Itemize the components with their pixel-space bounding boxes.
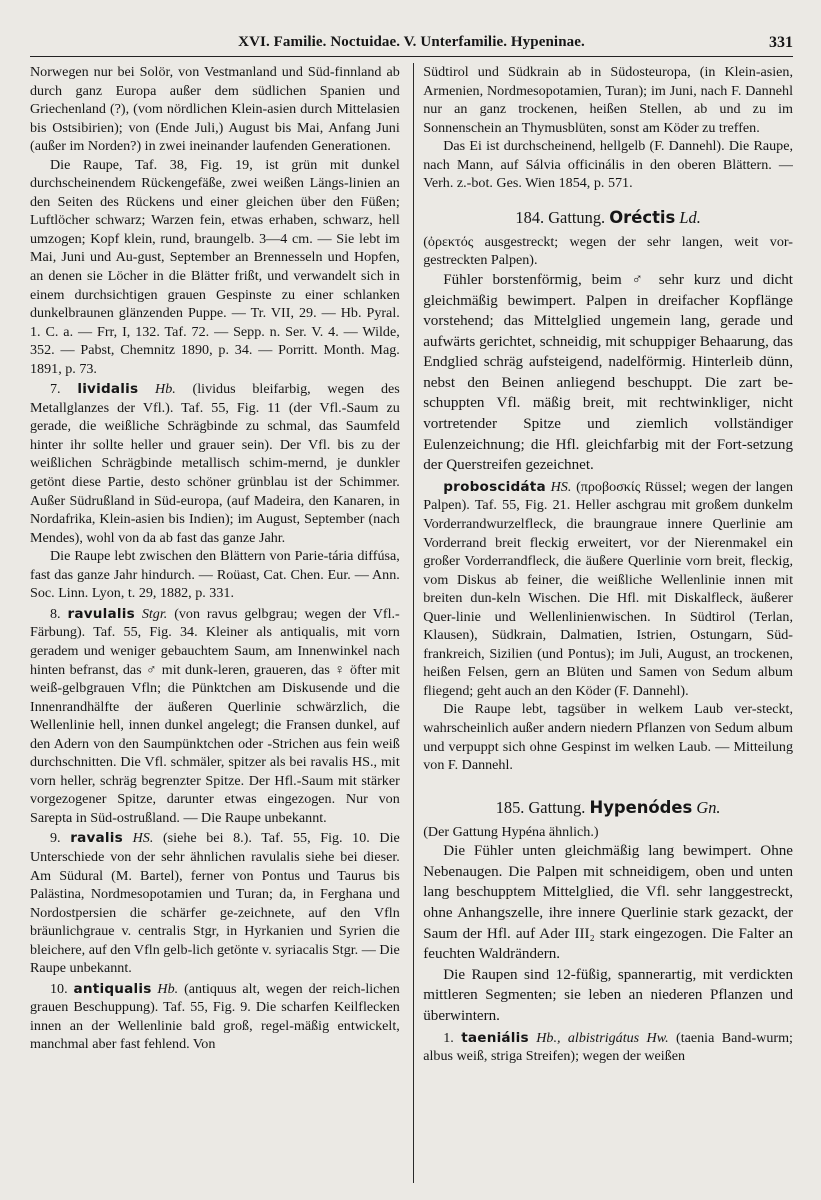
genus-description: Fühler borstenförmig, beim ♂ sehr kurz und dicht gleichmäßig bewimpert. Palpen in dreifacher Kopflänge vorstehend; das Mittelglied ungemein lang, gerade und aufwärts gerichtet, schneidig, mit schuppiger Behaarung, das Endglied schräg aufsteigend, nadelförmig. Hinterleib dünn, nebst den Beinen anliegend beschuppt. Die zart be-schuppten Vfl. mäßig breit, mit rechtwinkliger, nicht vortretender Spitze und ziemlich vollständiger Eulenzeichnung; die Hfl. gleichfarbig mit der Fort-setzung der Querstreifen gezeichnet. <box>423 271 793 474</box>
genus-raupen: Die Raupen sind 12-füßig, spannerartig, mit verdickten mittleren Segmenten; sie leben an niederen Pflanzen und überwintern. <box>423 966 793 1024</box>
genus-number: 184. Gattung. <box>515 207 606 227</box>
species-name: ravulalis <box>67 605 135 622</box>
paragraph-ei: Das Ei ist durchscheinend, hellgelb (F. Dannehl). Die Raupe, nach Mann, auf Sálvia officinális in den oberen Blättern. — Verh. z.-bot. Ges. Wien 1854, p. 571. <box>423 138 793 192</box>
species-number: 9. <box>50 830 61 847</box>
species-author: HS. <box>550 478 572 495</box>
genus-author: Ld. <box>679 207 701 227</box>
species-text: (taenia Band-wurm; albus weiß, striga Streifen); wegen der weißen <box>423 1029 793 1065</box>
genus-author: Gn. <box>696 797 721 817</box>
two-column-body <box>30 63 793 1183</box>
species-entry-10 <box>30 980 400 1054</box>
genus-etymology: (Der Gattung Hypéna ähnlich.) <box>423 823 599 840</box>
running-title: XVI. Familie. Noctuidae. V. Unterfamilie. Hypeninae. <box>238 34 585 50</box>
paragraph-raupe-lividalis: Die Raupe lebt zwischen den Blättern von Parie-tária diffúsa, fast das ganze Jahr hindurch. — Roüast, Cat. Chen. Eur. — Ann. Soc. Linn. Lyon, t. 29, 1882, p. 331. <box>30 548 400 602</box>
species-entry-9 <box>30 829 400 977</box>
running-header <box>30 30 793 57</box>
species-number: 7. <box>50 381 61 398</box>
species-number: 8. <box>50 605 61 622</box>
paragraph-distribution-cont: Südtirol und Südkrain ab in Südosteuropa, (in Klein-asien, Armenien, Nordmesopotamien, Turan); im Juni, nach F. Dannehl nur an ganz trockenen, heißen Stellen, ab und zu im Sonnenschein an Thymusblüten, sonst am Köder zu treffen. <box>423 64 793 136</box>
page-number: 331 <box>769 34 793 51</box>
species-entry-taenialis <box>423 1029 793 1066</box>
genus-name: Oréctis <box>609 207 676 227</box>
species-author: Hb., albistrigátus Hw. <box>536 1029 669 1046</box>
genus-etymology: (ὀρεκτός ausgestreckt; wegen der sehr langen, weit vor-gestreckten Palpen). <box>423 233 793 269</box>
paragraph-raupe-orectis: Die Raupe lebt, tagsüber in welkem Laub ver-steckt, wahrscheinlich außer andern niedern Pflanzen von Sedum album und verpuppt sich ohne Gespinst im welken Laub. — Mitteilung von F. Dannehl. <box>423 701 793 774</box>
genus-number: 185. Gattung. <box>495 797 586 817</box>
species-name: ravalis <box>70 830 123 847</box>
genus-heading-184 <box>423 207 793 229</box>
genus-heading-185 <box>423 797 793 819</box>
genus-description: Die Fühler unten gleichmäßig lang bewimpert. Ohne Nebenaugen. Die Palpen mit schneidigem, oben und unten lang beschupptem Mittelglied, die Vfl. sehr langgestreckt, ohne Anhangszelle, ihre innere Querlinie stark gezackt, der Saum der Hfl. auf Ader III₂ stark eingezogen. Die Falter an feuchten Waldrändern. <box>423 843 793 963</box>
species-text: (von ravus gelbgrau; wegen der Vfl.-Färbung). Taf. 55, Fig. 34. Kleiner als antiqualis, mit vorn geradem und weniger gebauchtem Saum, am Innenwinkel nach hinten befranst, das ♂ mit dunk-leren, graueren, das ♀ öfter mit weiß-gelbgrauen Vfln; die Pünktchen am Diskusende und die Innenrandhälfte der äußeren Querlinie schwärzlich, die Wellenlinie hell, innen dunkel angelegt; die Fransen dunkel, auf den Adern von den Saumpünktchen oder -Strichen aus fein weiß durchschnitten. Die Vfl. schmäler, spitzer als bei ravalis HS., mit vorn heller, schräg begrenzter Spitze. Der Hfl.-Saum mit stärker vorgezogener Spitze, darunter etwas eingezogen. Nur von Sarepta in Süd-ostrußland. — Die Raupe unbekannt. <box>30 605 400 826</box>
paragraph-distribution: Norwegen nur bei Solör, von Vestmanland und Süd-finnland ab durch ganz Europa außer dem südlichen Spanien und Griechenland (?), (vom nördlichen Klein-asien durch Mittelasien bis Ostsibirien); von (Ende Juli,) August bis Mai, Anfang Juni (außer im Norden?) in zwei ineinander laufenden Generationen. <box>30 64 400 155</box>
species-number: 1. <box>443 1029 454 1046</box>
species-name: taeniális <box>461 1029 529 1046</box>
paragraph-raupe: Die Raupe, Taf. 38, Fig. 19, ist grün mit dunkel durchscheinendem Rückengefäße, zwei weißen Längs-linien an den Seiten des Rückens und einer gleichen über den Füßen; Luftlöcher schwarz; Warzen fein, etwas erhaben, schwarz, hell umzogen; Kopf klein, rund, braungelb. 3—4 cm. — Sie lebt im Mai, Juni und Au-gust, September an Brennesseln und Hopfen, an denen sie Löcher in die Blätter frißt, und verwandelt sich in einem durchsichtigen grauen Gespinste zu einer schlanken dunkelbraunen glänzenden Puppe. — Tr. VII, 29. — Hb. Pyral. 1. C. a. — Frr, I, 132. Taf. 72. — Sepp. n. Ser. V. 4. — Wilde, 352. — Pabst, Chemnitz 1890, p. 34. — Porritt. Month. Mag. 1891, p. 73. <box>30 156 400 377</box>
species-text: (προβοσκίς Rüssel; wegen der langen Palpen). Taf. 55, Fig. 21. Heller aschgrau mit großem dunkelm Vorderrandwurzelfleck, die braungraue innere Querlinie am Vorderrand breit fleckig erweitert, vor der Nierenmakel ein großer Vorderrandfleck, die äußere Querlinie vorn breit, fleckig, vom Diskus ab feiner, die weißliche Wellenlinie innen mit breiten dun-keln Wischen. Die Hfl. mit Diskalfleck, äußerer Quer-linie und Wellenlinienwischen. In Südtirol (Terlan, Klausen), Südkrain, Dalmatien, Istrien, Ostungarn, Süd-frankreich, Sizilien (und Pontus); im Juli, August, an trockenen, heißen Felsen, gern an Blüten und Samen von Sedum album fliegend; geht auch an den Köder (F. Dannehl). <box>423 478 793 699</box>
left-column <box>30 63 400 1183</box>
species-number: 10. <box>50 980 68 997</box>
species-text: (siehe bei 8.). Taf. 55, Fig. 10. Die Unterschiede von der sehr ähnlichen ravulalis siehe bei dieser. Am Südural (M. Bartel), ferner von Pontus und Taurus bis Palästina, Nordmesopotamien und Turan; da, in Ferghana und Nordostpersien die schärfer ge-zeichnete, auf den Vfln bräunlichgraue v. centralis Stgr, in Hyrkanien und Syrien die bleichere, auf den Vfln gelb-lich getönte v. syriacalis Stgr. — Die Raupe unbekannt. <box>30 830 400 977</box>
species-entry-8 <box>30 605 400 828</box>
species-text: (lividus bleifarbig, wegen des Metallglanzes der Vfl.). Taf. 55, Fig. 11 (der Vfl.-Saum zu gerade, die weißliche Schrägbinde zu schmal, das Saumfeld hinter ihr sollte heller und grauer sein). Der Vfl. bis zu der weißlichen Schrägbinde metallisch schim-mernd, je dunkler getönt diese Partie, desto schöner grünblau ist der Schimmer. Außer Südrußland in Süd-europa, (auf Madeira, den Kanaren, in Nordafrika, Klein-asien bis Indien); im August, September (nach Mendes), wohl von da ab fast das ganze Jahr. <box>30 381 400 546</box>
genus-name: Hypenódes <box>589 797 693 817</box>
species-name: proboscidáta <box>443 478 546 495</box>
species-entry-proboscidata <box>423 478 793 701</box>
right-column <box>423 63 793 1183</box>
species-author: Hb. <box>155 381 176 398</box>
species-author: Stgr. <box>141 605 168 622</box>
species-entry-7 <box>30 380 400 547</box>
species-name: lividalis <box>77 381 139 398</box>
species-author: HS. <box>132 830 154 847</box>
species-text: (antiquus alt, wegen der reich-lichen grauen Beschuppung). Taf. 55, Fig. 9. Die scharfen Keilflecken innen an der Wellenlinie bald groß, regel-mäßig entwickelt, manchmal aber fast fehlend. Von <box>30 980 400 1053</box>
species-author: Hb. <box>157 980 179 997</box>
species-name: antiqualis <box>73 980 152 997</box>
column-divider <box>413 63 414 1183</box>
